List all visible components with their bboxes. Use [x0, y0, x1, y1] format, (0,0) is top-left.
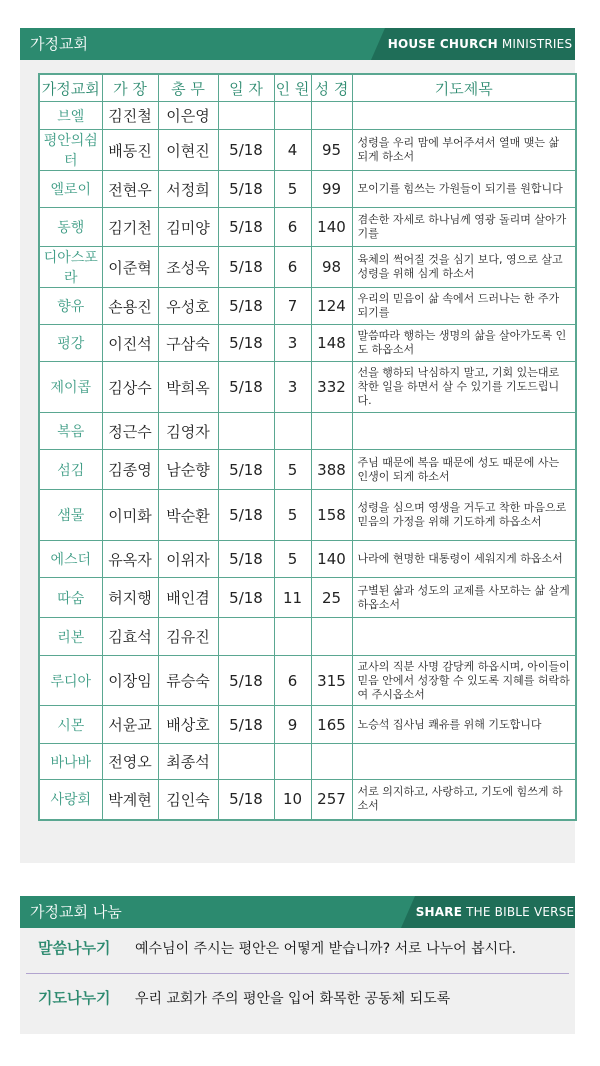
table-header-row	[39, 74, 576, 102]
date-cell: 5/18	[218, 362, 274, 413]
prayer-topic-cell	[352, 618, 576, 656]
bible-count-cell	[311, 744, 352, 780]
secretary-cell: 조성욱	[158, 247, 218, 288]
group-name-cell: 평강	[39, 325, 102, 362]
bible-count-cell: 388	[311, 450, 352, 490]
count-cell: 5	[274, 541, 311, 578]
table-row	[39, 618, 576, 656]
leader-cell: 김효석	[102, 618, 158, 656]
group-name-cell: 향유	[39, 288, 102, 325]
table-row	[39, 413, 576, 450]
leader-cell: 배동진	[102, 130, 158, 171]
secretary-cell: 김영자	[158, 413, 218, 450]
bible-count-cell: 165	[311, 706, 352, 744]
prayer-topic-cell: 우리의 믿음이 삶 속에서 드러나는 한 주가 되기를	[352, 288, 576, 325]
prayer-topic-cell: 성령을 우리 맘에 부어주셔서 열매 맺는 삶 되게 하소서	[352, 130, 576, 171]
house-church-title: 가정교회	[30, 35, 88, 53]
secretary-cell: 김인숙	[158, 780, 218, 820]
table-row	[39, 706, 576, 744]
date-cell	[218, 618, 274, 656]
table-row	[39, 130, 576, 171]
count-cell: 6	[274, 656, 311, 706]
count-cell: 5	[274, 450, 311, 490]
table-row	[39, 171, 576, 208]
table-body	[39, 102, 576, 820]
date-cell: 5/18	[218, 656, 274, 706]
table-row	[39, 288, 576, 325]
date-cell: 5/18	[218, 490, 274, 541]
count-cell: 11	[274, 578, 311, 618]
table-row	[39, 102, 576, 130]
sharing-header	[20, 896, 575, 928]
group-name-cell: 엘로이	[39, 171, 102, 208]
column-header: 성 경	[311, 74, 352, 102]
bible-count-cell: 148	[311, 325, 352, 362]
bible-count-cell: 140	[311, 541, 352, 578]
date-cell: 5/18	[218, 706, 274, 744]
word-sharing-label: 말씀나누기	[38, 939, 111, 957]
count-cell: 10	[274, 780, 311, 820]
leader-cell: 전영오	[102, 744, 158, 780]
ministries-tag	[385, 28, 575, 60]
prayer-topic-cell: 노승석 집사님 쾌유를 위해 기도합니다	[352, 706, 576, 744]
group-name-cell: 디아스포라	[39, 247, 102, 288]
group-name-cell: 루디아	[39, 656, 102, 706]
secretary-cell: 배상호	[158, 706, 218, 744]
table-row	[39, 325, 576, 362]
bible-count-cell: 99	[311, 171, 352, 208]
house-church-panel	[20, 28, 575, 863]
count-cell: 4	[274, 130, 311, 171]
count-cell: 7	[274, 288, 311, 325]
bible-count-cell: 124	[311, 288, 352, 325]
sharing-divider	[26, 973, 569, 974]
count-cell: 5	[274, 490, 311, 541]
prayer-topic-cell: 교사의 직분 사명 감당케 하옵시며, 아이들이 믿음 안에서 성장할 수 있도록 지혜를 허락하여 주시옵소서	[352, 656, 576, 706]
bible-count-cell	[311, 102, 352, 130]
group-name-cell: 섬김	[39, 450, 102, 490]
column-header: 가정교회	[39, 74, 102, 102]
group-name-cell: 리본	[39, 618, 102, 656]
date-cell	[218, 102, 274, 130]
prayer-topic-cell	[352, 413, 576, 450]
column-header: 총 무	[158, 74, 218, 102]
group-name-cell: 브엘	[39, 102, 102, 130]
count-cell: 3	[274, 325, 311, 362]
count-cell: 3	[274, 362, 311, 413]
ministries-tag-bold: HOUSE CHURCH	[387, 37, 498, 51]
date-cell: 5/18	[218, 208, 274, 247]
table-row	[39, 656, 576, 706]
prayer-topic-cell: 겸손한 자세로 하나님께 영광 돌리며 살아가기를	[352, 208, 576, 247]
house-church-table	[38, 73, 577, 821]
secretary-cell: 류승숙	[158, 656, 218, 706]
bible-count-cell: 25	[311, 578, 352, 618]
date-cell: 5/18	[218, 578, 274, 618]
prayer-topic-cell: 모이기를 힘쓰는 가원들이 되기를 원합니다	[352, 171, 576, 208]
group-name-cell: 바나바	[39, 744, 102, 780]
table-row	[39, 362, 576, 413]
ministries-tag-light: MINISTRIES	[501, 37, 573, 51]
bible-verse-tag	[415, 896, 575, 928]
bible-verse-tag-bold: SHARE	[415, 905, 463, 919]
count-cell	[274, 744, 311, 780]
secretary-cell: 구삼숙	[158, 325, 218, 362]
date-cell: 5/18	[218, 247, 274, 288]
date-cell: 5/18	[218, 325, 274, 362]
prayer-sharing-label: 기도나누기	[38, 989, 111, 1007]
bible-count-cell: 315	[311, 656, 352, 706]
leader-cell: 전현우	[102, 171, 158, 208]
prayer-topic-cell: 구별된 삶과 성도의 교제를 사모하는 삶 살게 하옵소서	[352, 578, 576, 618]
column-header: 기도제목	[352, 74, 576, 102]
prayer-topic-cell: 말씀따라 행하는 생명의 삶을 살아가도록 인도 하옵소서	[352, 325, 576, 362]
count-cell: 9	[274, 706, 311, 744]
date-cell: 5/18	[218, 780, 274, 820]
leader-cell: 허지행	[102, 578, 158, 618]
bible-count-cell: 98	[311, 247, 352, 288]
secretary-cell: 서정희	[158, 171, 218, 208]
count-cell	[274, 102, 311, 130]
date-cell	[218, 413, 274, 450]
prayer-topic-cell: 선을 행하되 낙심하지 말고, 기회 있는대로 착한 일을 하면서 살 수 있기를 기도드립니다.	[352, 362, 576, 413]
table-row	[39, 450, 576, 490]
group-name-cell: 제이콥	[39, 362, 102, 413]
group-name-cell: 동행	[39, 208, 102, 247]
leader-cell: 박계현	[102, 780, 158, 820]
bible-count-cell	[311, 413, 352, 450]
bible-verse-tag-light: THE BIBLE VERSE	[466, 905, 575, 919]
secretary-cell: 배인겸	[158, 578, 218, 618]
date-cell: 5/18	[218, 288, 274, 325]
leader-cell: 김종영	[102, 450, 158, 490]
column-header: 일 자	[218, 74, 274, 102]
secretary-cell: 우성호	[158, 288, 218, 325]
secretary-cell: 남순향	[158, 450, 218, 490]
bible-count-cell: 257	[311, 780, 352, 820]
table-row	[39, 744, 576, 780]
group-name-cell: 평안의쉼터	[39, 130, 102, 171]
leader-cell: 김기천	[102, 208, 158, 247]
prayer-topic-cell: 나라에 현명한 대통령이 세워지게 하옵소서	[352, 541, 576, 578]
leader-cell: 이미화	[102, 490, 158, 541]
leader-cell: 김상수	[102, 362, 158, 413]
bible-count-cell: 140	[311, 208, 352, 247]
leader-cell: 서윤교	[102, 706, 158, 744]
date-cell: 5/18	[218, 171, 274, 208]
table-row	[39, 490, 576, 541]
date-cell: 5/18	[218, 130, 274, 171]
secretary-cell: 김미양	[158, 208, 218, 247]
date-cell: 5/18	[218, 450, 274, 490]
house-church-header	[20, 28, 575, 60]
column-header: 가 장	[102, 74, 158, 102]
sharing-panel	[20, 896, 575, 1034]
prayer-topic-cell: 성령을 심으며 영생을 거두고 착한 마음으로 믿음의 가정을 위해 기도하게 하옵소서	[352, 490, 576, 541]
leader-cell: 김진철	[102, 102, 158, 130]
group-name-cell: 시몬	[39, 706, 102, 744]
table-row	[39, 578, 576, 618]
count-cell: 6	[274, 247, 311, 288]
group-name-cell: 따숨	[39, 578, 102, 618]
secretary-cell: 이위자	[158, 541, 218, 578]
secretary-cell: 이현진	[158, 130, 218, 171]
date-cell	[218, 744, 274, 780]
date-cell: 5/18	[218, 541, 274, 578]
leader-cell: 이준혁	[102, 247, 158, 288]
group-name-cell: 복음	[39, 413, 102, 450]
word-sharing-text: 예수님이 주시는 평안은 어떻게 받습니까? 서로 나누어 봅시다.	[135, 941, 517, 957]
group-name-cell: 사랑회	[39, 780, 102, 820]
leader-cell: 이진석	[102, 325, 158, 362]
table-row	[39, 541, 576, 578]
leader-cell: 정근수	[102, 413, 158, 450]
bible-count-cell: 158	[311, 490, 352, 541]
prayer-topic-cell	[352, 102, 576, 130]
secretary-cell: 김유진	[158, 618, 218, 656]
table-row	[39, 780, 576, 820]
secretary-cell: 최종석	[158, 744, 218, 780]
prayer-topic-cell: 서로 의지하고, 사랑하고, 기도에 힘쓰게 하소서	[352, 780, 576, 820]
count-cell	[274, 413, 311, 450]
leader-cell: 유옥자	[102, 541, 158, 578]
group-name-cell: 샘물	[39, 490, 102, 541]
leader-cell: 이장임	[102, 656, 158, 706]
column-header: 인 원	[274, 74, 311, 102]
secretary-cell: 박순환	[158, 490, 218, 541]
table-row	[39, 208, 576, 247]
prayer-topic-cell	[352, 744, 576, 780]
count-cell: 5	[274, 171, 311, 208]
bible-count-cell: 332	[311, 362, 352, 413]
table-row	[39, 247, 576, 288]
count-cell: 6	[274, 208, 311, 247]
prayer-topic-cell: 육체의 썩어질 것을 심기 보다, 영으로 살고 성령을 위해 심게 하소서	[352, 247, 576, 288]
secretary-cell: 이은영	[158, 102, 218, 130]
prayer-sharing-row	[20, 984, 575, 1024]
prayer-sharing-text: 우리 교회가 주의 평안을 입어 화목한 공동체 되도록	[135, 991, 451, 1007]
leader-cell: 손용진	[102, 288, 158, 325]
word-sharing-row	[20, 932, 575, 972]
group-name-cell: 에스더	[39, 541, 102, 578]
sharing-title: 가정교회 나눔	[30, 903, 122, 921]
secretary-cell: 박희옥	[158, 362, 218, 413]
count-cell	[274, 618, 311, 656]
prayer-topic-cell: 주님 때문에 복음 때문에 성도 때문에 사는 인생이 되게 하소서	[352, 450, 576, 490]
bible-count-cell	[311, 618, 352, 656]
bible-count-cell: 95	[311, 130, 352, 171]
